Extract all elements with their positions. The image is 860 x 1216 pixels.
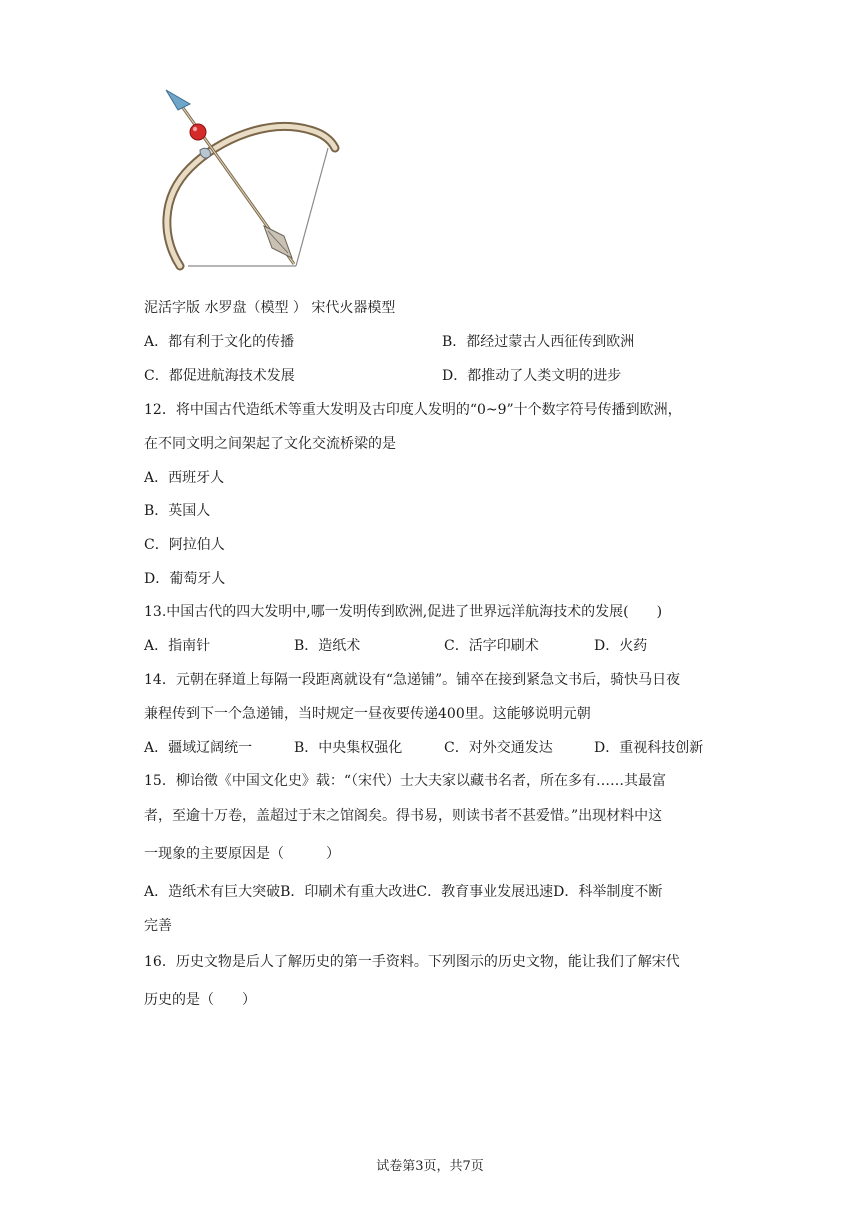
q12-option-d[interactable]: D．葡萄牙人	[144, 571, 226, 587]
q12-option-c[interactable]: C．阿拉伯人	[144, 537, 225, 553]
q11-option-d[interactable]: D．都推动了人类文明的进步	[442, 368, 622, 384]
page-footer: 试卷第3页，共7页	[376, 1159, 484, 1174]
q12-stem-line-1: 12．将中国古代造纸术等重大发明及古印度人发明的“0~9”十个数字符号传播到欧洲，	[144, 402, 682, 418]
q14-stem-line-2: 兼程传到下一个急递铺，当时规定一昼夜要传递400里。这能够说明元朝	[144, 706, 591, 722]
q11-option-a[interactable]: A．都有利于文化的传播	[144, 334, 295, 350]
q14-option-b[interactable]: B．中央集权强化	[294, 740, 403, 756]
q14-option-d[interactable]: D．重视科技创新	[594, 740, 704, 756]
bow-body	[167, 126, 335, 266]
q15-stem-line-3: 一现象的主要原因是（ ）	[144, 846, 340, 862]
bow-string-right	[296, 148, 328, 266]
q14-option-a[interactable]: A．疆域辽阔统一	[144, 740, 253, 756]
bow-arrow-illustration	[160, 88, 350, 278]
red-bulb-shine	[193, 127, 197, 131]
q13-stem: 13.中国古代的四大发明中,哪一发明传到欧洲,促进了世界远洋航海技术的发展( )	[144, 604, 663, 620]
arrowhead	[166, 90, 190, 110]
q16-stem-line-1: 16．历史文物是后人了解历史的第一手资料。下列图示的历史文物，能让我们了解宋代	[144, 954, 680, 970]
q11-option-b[interactable]: B．都经过蒙古人西征传到欧洲	[442, 334, 635, 350]
q13-option-d[interactable]: D．火药	[594, 638, 648, 654]
bow-body-highlight	[167, 126, 335, 266]
q12-stem-line-2: 在不同文明之间架起了文化交流桥梁的是	[144, 436, 396, 452]
q14-option-c[interactable]: C．对外交通发达	[444, 740, 553, 756]
q11-option-c[interactable]: C．都促进航海技术发展	[144, 368, 295, 384]
q15-stem-line-2: 者，至逾十万卷，盖超过于末之馆阁矣。得书易，则读书者不甚爱惜。”出现材料中这	[144, 808, 663, 824]
q16-stem-line-2: 历史的是（ ）	[144, 992, 256, 1008]
q15-options[interactable]: A．造纸术有巨大突破B．印刷术有重大改进C．教育事业发展迅速D．科举制度不断	[144, 884, 663, 900]
grip-ornament	[200, 148, 210, 158]
red-bulb	[190, 124, 206, 140]
q13-option-b[interactable]: B．造纸术	[294, 638, 361, 654]
q14-stem-line-1: 14．元朝在驿道上每隔一段距离就设有“急递铺”。铺卒在接到紧急文书后，骑快马日夜	[144, 672, 681, 688]
q12-option-b[interactable]: B．英国人	[144, 503, 211, 519]
figure-caption: 泥活字版 水罗盘（模型 ） 宋代火器模型	[144, 300, 396, 316]
q12-option-a[interactable]: A．西班牙人	[144, 470, 225, 486]
q15-options-wrap: 完善	[144, 918, 172, 934]
q15-stem-line-1: 15．柳诒徵《中国文化史》载：“（宋代）士大夫家以藏书名者，所在多有……其最富	[144, 773, 666, 789]
q13-option-c[interactable]: C．活字印刷术	[444, 638, 539, 654]
q13-option-a[interactable]: A．指南针	[144, 638, 211, 654]
